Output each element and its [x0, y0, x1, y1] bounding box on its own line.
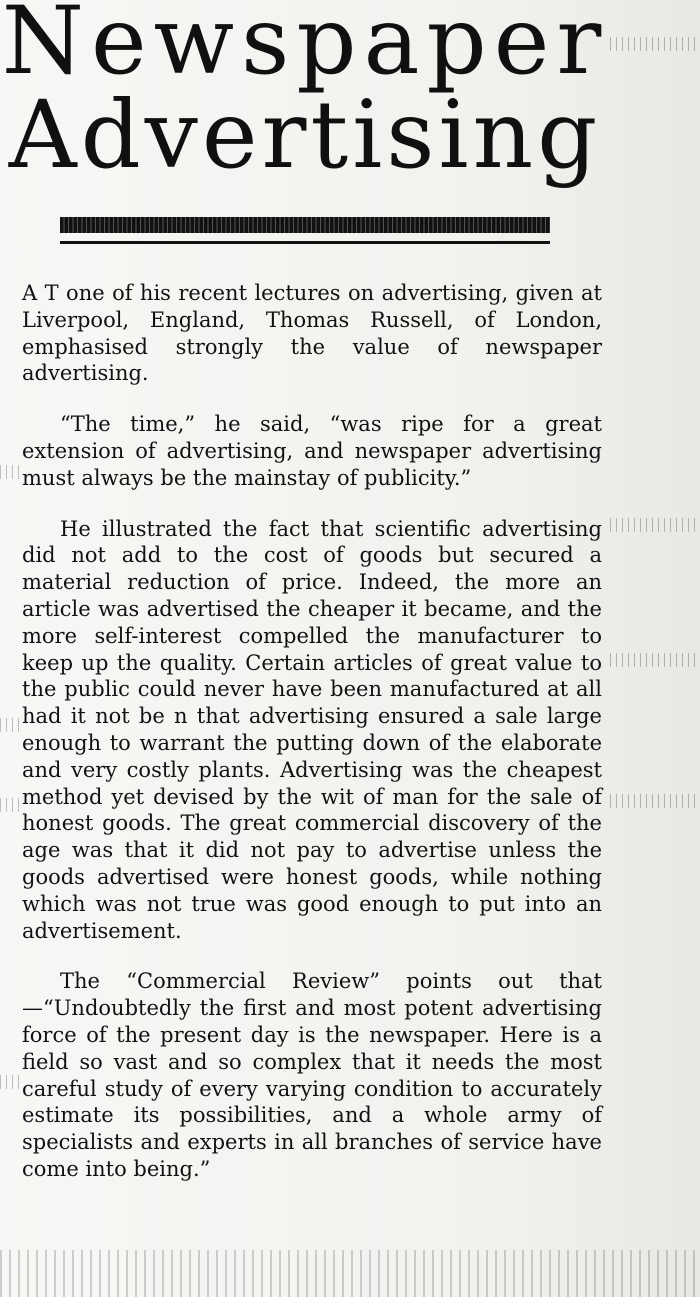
- bleed-through-mark: [610, 37, 700, 51]
- bleed-through-mark: [0, 465, 22, 479]
- bleed-through-mark: [610, 653, 700, 667]
- headline-line-1: Newspaper: [1, 0, 609, 96]
- bleed-through-mark: [610, 518, 700, 532]
- paragraph-quote: “The time,” he said, “was ripe for a great extension of advertising, and newspaper advertising must always be the mainstay of publicity.”: [22, 412, 602, 490]
- bleed-through-mark: [0, 718, 22, 732]
- paragraph-commercial-review: The “Commercial Review” points out that—“Undoubtedly the first and most potent advertising force of the present day is the newspaper. Here is a field so vast and so complex that it needs the most careful study of every varying condition to accurately estimate its possibilities, and a whole army of specialists and experts in all branches of service have come into being.”: [22, 969, 602, 1181]
- decorative-rule-heavy: [60, 217, 550, 233]
- bottom-bleed-texture: [0, 1250, 700, 1297]
- bleed-through-mark: [0, 798, 22, 812]
- bleed-through-mark: [0, 1075, 22, 1089]
- paragraph-intro: A T one of his recent lectures on advertising, given at Liverpool, England, Thomas Russell, of London, emphasised strongly the value of newspaper advertising.: [22, 281, 602, 386]
- paragraph-illustration: He illustrated the fact that scientific advertising did not add to the cost of goods but secured a material reduction of price. Indeed, the more an article was advertised the cheaper it became, and the more self-interest compelled the manufacturer to keep up the quality. Certain articles of great value to the public could never have been manufactured at all had it not be n that advertising ensured a sale large enough to warrant the putting down of the elaborate and very costly plants. Advertising was the cheapest method yet devised by the wit of man for the sale of honest goods. The great commercial discovery of the age was that it did not pay to advertise unless the goods advertised were honest goods, while nothing which was not true was good enough to put into an advertisement.: [22, 516, 602, 943]
- headline-line-2: Advertising: [8, 81, 602, 190]
- bleed-through-mark: [610, 794, 700, 808]
- decorative-rule-thin: [60, 241, 550, 244]
- article-body: [22, 280, 602, 1207]
